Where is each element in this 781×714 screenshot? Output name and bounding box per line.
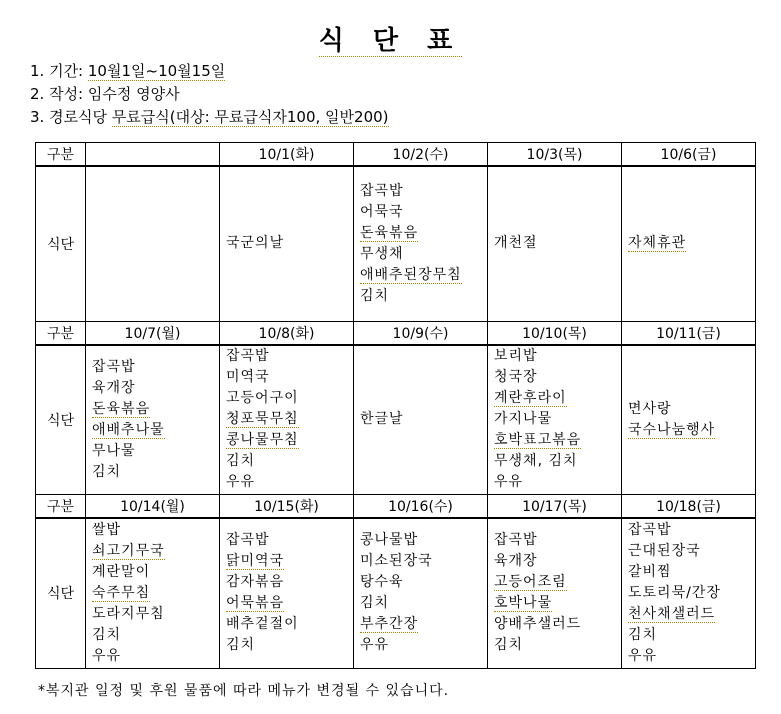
day-header-cell: 10/9(수) — [354, 321, 488, 345]
menu-cell — [622, 166, 756, 321]
menu-item: 육개장 — [494, 553, 538, 570]
menu-item: 잡곡밥 — [494, 532, 538, 549]
menu-item: 김치 — [628, 626, 658, 643]
header-label-cell: 구분 — [36, 495, 86, 519]
menu-item: 면사랑 — [628, 400, 672, 417]
menu-item: 고등어구이 — [226, 390, 299, 407]
day-header-cell: 10/8(화) — [220, 321, 354, 345]
menu-item: 잡곡밥 — [360, 182, 404, 199]
menu-item: 근대된장국 — [628, 542, 701, 559]
menu-item: 양배추샐러드 — [494, 616, 582, 633]
menu-item: 탕수육 — [360, 574, 404, 591]
menu-item: 가지나물 — [494, 411, 553, 428]
menu-cell — [86, 166, 220, 321]
menu-item: 보리밥 — [494, 348, 538, 365]
menu-item: 콩나물무침 — [226, 432, 299, 449]
info-target: 3. 경로식당 무료급식(대상: 무료급식자100, 일반200) — [30, 108, 389, 126]
menu-cell — [488, 345, 622, 495]
menu-item: 미역국 — [226, 369, 270, 386]
menu-item: 개천절 — [494, 235, 538, 252]
menu-item: 김치 — [226, 637, 256, 654]
day-header-cell: 10/15(화) — [220, 495, 354, 519]
menu-item: 무생채 — [360, 245, 404, 262]
menu-item: 청포묵무침 — [226, 411, 299, 428]
menu-cell — [488, 166, 622, 321]
day-header-cell: 10/11(금) — [622, 321, 756, 345]
menu-item: 고등어조림 — [494, 574, 567, 591]
menu-item: 계란후라이 — [494, 390, 567, 407]
menu-item: 무나물 — [92, 442, 136, 459]
info-period: 1. 기간: 10월1일~10월15일 — [30, 62, 226, 80]
menu-item: 천사채샐러드 — [628, 605, 716, 622]
menu-item: 국군의날 — [226, 235, 285, 252]
day-header-cell: 10/14(월) — [86, 495, 220, 519]
menu-item: 쌀밥 — [92, 521, 122, 538]
menu-cell — [86, 345, 220, 495]
footnote: *복지관 일정 및 후원 물품에 따라 메뉴가 변경될 수 있습니다. — [38, 683, 450, 699]
day-header-cell: 10/18(금) — [622, 495, 756, 519]
menu-item: 한글날 — [360, 411, 404, 428]
week-header-row — [36, 495, 756, 519]
menu-item: 애배추나물 — [92, 421, 165, 438]
menu-item: 돈육볶음 — [92, 400, 151, 417]
header-label-cell: 구분 — [36, 321, 86, 345]
row-label-cell: 식단 — [36, 518, 86, 668]
row-label-cell: 식단 — [36, 345, 86, 495]
menu-item: 숙주무침 — [92, 584, 151, 601]
menu-item: 콩나물밥 — [360, 532, 419, 549]
menu-item: 국수나눔행사 — [628, 421, 716, 438]
day-header-cell: 10/17(목) — [488, 495, 622, 519]
menu-item: 우유 — [92, 647, 122, 664]
menu-item: 잡곡밥 — [226, 348, 270, 365]
menu-item: 무생채, 김치 — [494, 453, 578, 470]
menu-item: 호박표고볶음 — [494, 432, 582, 449]
day-header-cell: 10/3(목) — [488, 143, 622, 167]
menu-item: 잡곡밥 — [226, 532, 270, 549]
menu-item: 어묵볶음 — [226, 595, 285, 612]
menu-item: 감자볶음 — [226, 574, 285, 591]
menu-item: 잡곡밥 — [92, 358, 136, 375]
menu-cell — [622, 518, 756, 668]
menu-item: 우유 — [226, 474, 256, 491]
day-header-cell: 10/7(월) — [86, 321, 220, 345]
menu-item: 호박나물 — [494, 595, 553, 612]
menu-cell — [86, 518, 220, 668]
menu-item: 미소된장국 — [360, 553, 433, 570]
menu-item: 육개장 — [92, 379, 136, 396]
menu-item: 김치 — [226, 453, 256, 470]
menu-cell — [220, 166, 354, 321]
menu-item: 자체휴관 — [628, 235, 687, 252]
menu-item: 닭미역국 — [226, 553, 285, 570]
menu-cell — [354, 518, 488, 668]
header-label-cell: 구분 — [36, 143, 86, 167]
menu-item: 우유 — [494, 474, 524, 491]
day-header-cell: 10/10(목) — [488, 321, 622, 345]
week-header-row — [36, 143, 756, 167]
menu-cell — [220, 518, 354, 668]
menu-cell — [354, 166, 488, 321]
menu-table — [35, 142, 756, 669]
menu-item: 도라지무침 — [92, 605, 165, 622]
row-label-cell: 식단 — [36, 166, 86, 321]
menu-cell — [622, 345, 756, 495]
day-header-cell: 10/2(수) — [354, 143, 488, 167]
menu-cell — [354, 345, 488, 495]
menu-item: 쇠고기무국 — [92, 542, 165, 559]
day-header-cell: 10/6(금) — [622, 143, 756, 167]
info-block — [30, 60, 389, 129]
info-author: 2. 작성: 임수정 영양사 — [30, 85, 180, 103]
menu-cell — [220, 345, 354, 495]
menu-item: 우유 — [360, 637, 390, 654]
day-header-cell: 10/1(화) — [220, 143, 354, 167]
week-menu-row — [36, 518, 756, 668]
menu-item: 우유 — [628, 647, 658, 664]
day-header-cell: 10/16(수) — [354, 495, 488, 519]
menu-item: 김치 — [360, 287, 390, 304]
page-title: 식 단 표 — [318, 26, 463, 56]
menu-item: 잡곡밥 — [628, 521, 672, 538]
week-header-row — [36, 321, 756, 345]
menu-item: 김치 — [92, 463, 122, 480]
week-menu-row — [36, 345, 756, 495]
menu-item: 애배추된장무침 — [360, 266, 462, 283]
menu-item: 도토리묵/간장 — [628, 584, 721, 601]
menu-cell — [488, 518, 622, 668]
menu-item: 돈육볶음 — [360, 224, 419, 241]
menu-item: 청국장 — [494, 369, 538, 386]
menu-item: 배추겉절이 — [226, 616, 299, 633]
menu-item: 김치 — [92, 626, 122, 643]
menu-item: 김치 — [494, 637, 524, 654]
week-menu-row — [36, 166, 756, 321]
menu-item: 부추간장 — [360, 616, 419, 633]
menu-item: 어묵국 — [360, 203, 404, 220]
day-header-cell — [86, 143, 220, 167]
menu-item: 계란말이 — [92, 563, 151, 580]
menu-item: 김치 — [360, 595, 390, 612]
menu-item: 갈비찜 — [628, 563, 672, 580]
